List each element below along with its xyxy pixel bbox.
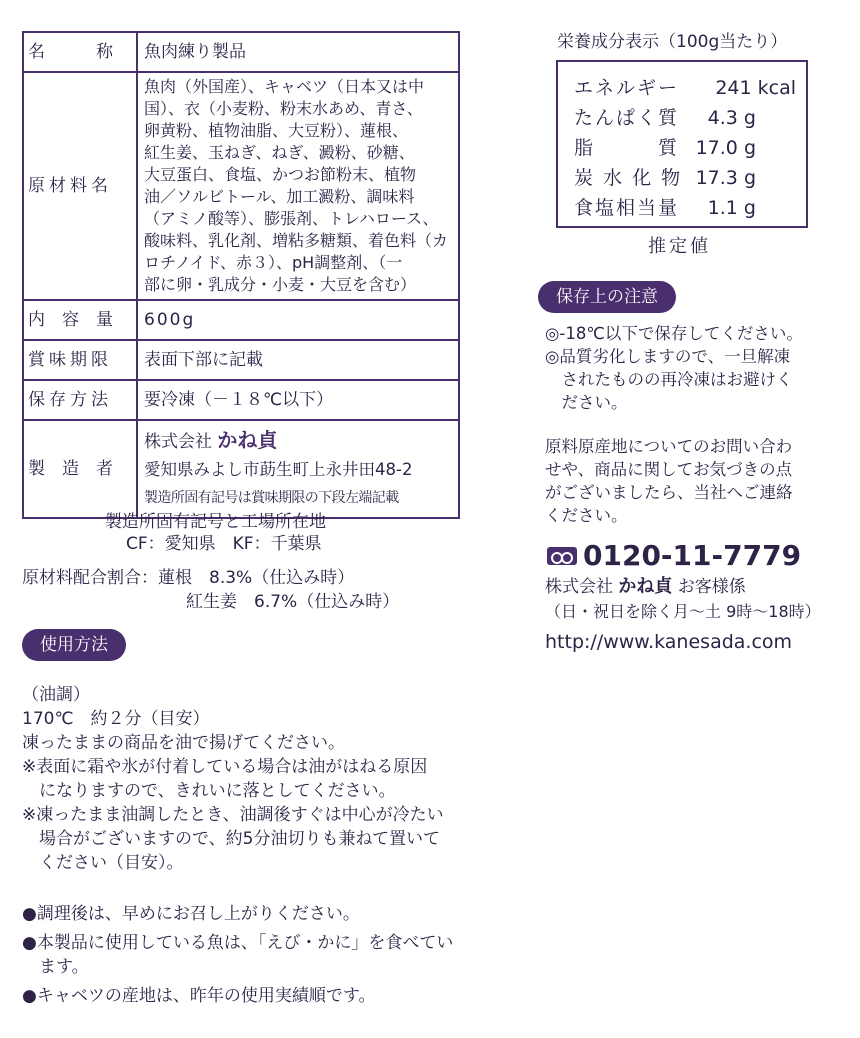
inquiry-line: 原料原産地についてのお問い合わ	[545, 437, 793, 456]
ingredients-value	[137, 72, 459, 300]
spec-table	[22, 31, 460, 519]
usage-line: ※表面に霜や氷が付着している場合は油がはねる原因	[22, 757, 428, 777]
ingredients-line: ロチノイド、赤３）、pH調整剤、（一	[144, 253, 403, 272]
nutrition-row	[574, 134, 796, 162]
nutrition-box	[556, 60, 808, 228]
storage-note-line: されたものの再冷凍はお避けく	[545, 370, 793, 389]
nutrition-label: 脂 質	[574, 137, 680, 159]
usage-line: 場合がございますので、約5分油切りも兼ねて置いて	[22, 829, 441, 849]
storage-label: 保存方法	[28, 390, 112, 410]
inquiry-company	[545, 575, 746, 599]
inquiry-line: がございましたら、当社へご連絡	[545, 483, 793, 502]
nutrition-value: 17.3 g	[695, 167, 756, 189]
nutrition-value: 4.3 g	[707, 107, 756, 129]
nutrition-note: 推定値	[648, 236, 711, 257]
maker-note: 製造所固有記号は賞味期限の下段左端記載	[144, 490, 399, 506]
ratio-line-1: 原材料配合割合：蓮根 8.3%（仕込み時）	[22, 568, 355, 588]
ingredients-line: 魚肉（外国産）、キャベツ（日本又は中	[144, 77, 425, 96]
maker-company-prefix: 株式会社	[144, 432, 212, 452]
storage-note-line: ださい。	[545, 393, 628, 412]
storage-value: 要冷凍（－１８℃以下）	[137, 380, 459, 420]
content-label: 内 容 量	[28, 310, 113, 330]
nutrition-label: 炭 水 化 物	[574, 167, 683, 189]
website-link[interactable]: http://www.kanesada.com	[545, 631, 793, 653]
ingredients-line: 卵黄粉、植物油脂、大豆粉）、蓮根、	[144, 121, 409, 140]
ingredients-line: 酸味料、乳化剤、増粘多糖類、着色料（カ	[144, 231, 449, 250]
usage-line: 凍ったままの商品を油で揚げてください。	[22, 733, 345, 753]
usage-note: ます。	[22, 957, 89, 977]
inquiry-line: せや、商品に関してお気づきの点	[545, 460, 793, 479]
maker-label: 製 造 者	[28, 459, 113, 479]
ingredients-label: 原材料名	[28, 176, 112, 196]
name-label: 名 称	[28, 42, 113, 62]
maker-value	[137, 420, 459, 518]
usage-note: ●本製品に使用している魚は、「えび・かに」を食べてい	[22, 933, 454, 953]
nutrition-row	[574, 104, 796, 132]
maker-brand-logo: かね貞	[217, 428, 278, 452]
nutrition-label: 食塩相当量	[574, 197, 680, 219]
ingredients-line: 国）、衣（小麦粉、粉末水あめ、青さ、	[144, 99, 423, 118]
factory-codes: CF：愛知県 KF：千葉県	[126, 534, 322, 554]
usage-line: ください（目安）。	[22, 853, 184, 873]
ingredients-line: 大豆蛋白、食塩、かつお節粉末、植物	[144, 165, 417, 184]
nutrition-row	[574, 164, 796, 192]
ingredients-line: 油／ソルビトール、加工澱粉、調味料	[144, 187, 415, 206]
inquiry-line: ください。	[545, 506, 628, 525]
storage-note-line: ◎-18℃以下で保存してください。	[545, 324, 803, 343]
nutrition-value: 241 kcal	[715, 77, 796, 99]
nutrition-row	[574, 194, 796, 222]
ingredients-line: 部に卵・乳成分・小麦・大豆を含む）	[144, 275, 417, 294]
nutrition-row	[574, 74, 796, 102]
phone-number[interactable]: 0120-11-7779	[583, 539, 802, 572]
usage-note: ●キャベツの産地は、昨年の使用実績順です。	[22, 986, 376, 1006]
ingredients-line: 紅生姜、玉ねぎ、ねぎ、澱粉、砂糖、	[144, 143, 415, 162]
ratio-line-2: 紅生姜 6.7%（仕込み時）	[186, 592, 400, 612]
maker-address: 愛知県みよし市莇生町上永井田48-2	[144, 460, 413, 479]
usage-note: ●調理後は、早めにお召し上がりください。	[22, 904, 360, 924]
usage-line: ※凍ったまま油調したとき、油調後すぐは中心が冷たい	[22, 805, 444, 825]
nutrition-label: たんぱく質	[574, 107, 680, 129]
name-value: 魚肉練り製品	[137, 32, 459, 72]
nutrition-value: 1.1 g	[707, 197, 756, 219]
factory-title: 製造所固有記号と工場所在地	[105, 512, 326, 532]
ingredients-line: （アミノ酸等）、膨張剤、トレハロース、	[144, 209, 439, 228]
usage-line: （油調）	[22, 685, 90, 705]
usage-line: 170℃ 約２分（目安）	[22, 709, 210, 729]
inquiry-brand-logo: かね貞	[618, 576, 673, 597]
inquiry-company-prefix: 株式会社	[545, 577, 613, 597]
usage-line: になりますので、きれいに落としてください。	[22, 781, 396, 801]
nutrition-label: エネルギー	[574, 77, 680, 99]
best-before-value: 表面下部に記載	[137, 340, 459, 380]
storage-notes-heading: 保存上の注意	[538, 281, 676, 313]
free-dial-icon	[547, 547, 577, 565]
inquiry-hours: （日・祝日を除く月～土 9時～18時）	[545, 602, 821, 621]
storage-note-line: ◎品質劣化しますので、一旦解凍	[545, 347, 791, 366]
inquiry-desk: お客様係	[677, 577, 746, 597]
usage-heading: 使用方法	[22, 629, 126, 661]
best-before-label: 賞味期限	[28, 350, 112, 370]
nutrition-value: 17.0 g	[695, 137, 756, 159]
content-value: 600g	[137, 300, 459, 340]
nutrition-title: 栄養成分表示（100g当たり）	[557, 32, 788, 52]
